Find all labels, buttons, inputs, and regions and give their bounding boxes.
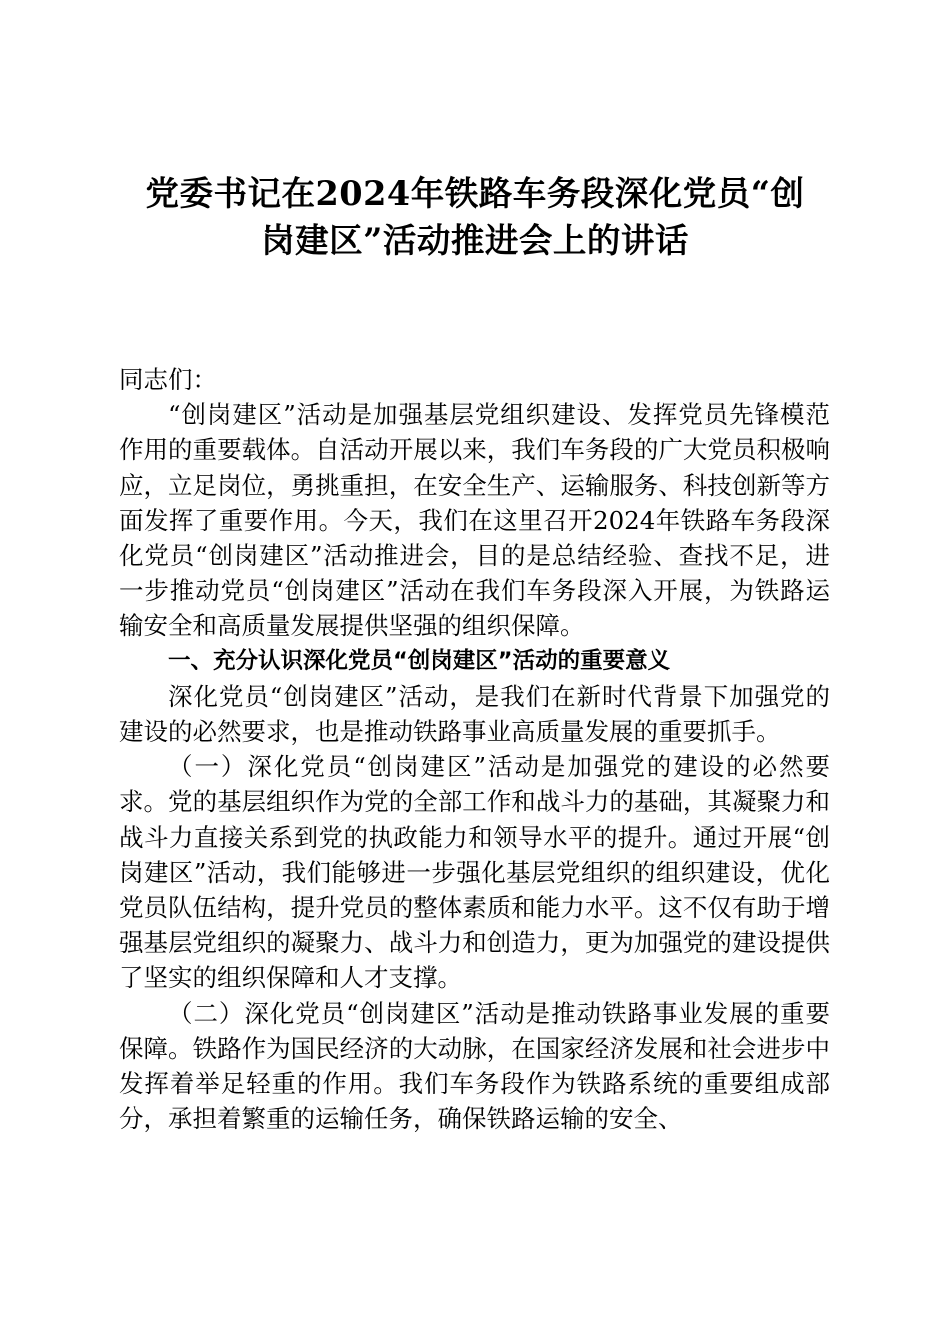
subsection-1-text: 党的基层组织作为党的全部工作和战斗力的基础，其凝聚力和战斗力直接关系到党的执政能力和领导水平的提升。通过开展“创岗建区”活动，我们能够进一步强化基层党组织的组织建设，优化党员队伍结构，提升党员的整体素质和能力水平。这不仅有助于增强基层党组织的凝聚力、战斗力和创造力，更为加强党的建设提供了坚实的组织保障和人才支撑。 bbox=[119, 787, 831, 993]
subsection-1-paragraph bbox=[119, 749, 830, 995]
subsection-2-paragraph bbox=[119, 996, 830, 1137]
subsection-2-lead: （二）深化党员“创岗建区”活动是推动铁路事业发展的重要保障。 bbox=[119, 998, 830, 1063]
document-body bbox=[119, 362, 830, 1136]
section-1-paragraph: 深化党员“创岗建区”活动，是我们在新时代背景下加强党的建设的必然要求，也是推动铁路事业高质量发展的重要抓手。 bbox=[119, 681, 830, 747]
subsection-1-lead: （一）深化党员“创岗建区”活动是加强党的建设的必然要求。 bbox=[119, 752, 830, 817]
document-title bbox=[60, 170, 890, 264]
intro-paragraph: “创岗建区”活动是加强基层党组织建设、发挥党员先锋模范作用的重要载体。自活动开展以来，我们车务段的广大党员积极响应，立足岗位，勇挑重担，在安全生产、运输服务、科技创新等方面发挥了重要作用。今天，我们在这里召开2024年铁路车务段深化党员“创岗建区”活动推进会，目的是总结经验、查找不足，进一步推动党员“创岗建区”活动在我们车务段深入开展，为铁路运输安全和高质量发展提供坚强的组织保障。 bbox=[119, 400, 830, 641]
section-1-heading: 一、充分认识深化党员“创岗建区”活动的重要意义 bbox=[168, 647, 671, 674]
salutation: 同志们： bbox=[119, 365, 217, 394]
title-line-1: 党委书记在2024年铁路车务段深化党员“创 bbox=[145, 174, 805, 213]
title-line-2: 岗建区”活动推进会上的讲话 bbox=[261, 221, 689, 260]
subsection-2-text: 铁路作为国民经济的大动脉，在国家经济发展和社会进步中发挥着举足轻重的作用。我们车务段作为铁路系统的重要组成部分，承担着繁重的运输任务，确保铁路运输的安全、 bbox=[119, 1033, 831, 1134]
